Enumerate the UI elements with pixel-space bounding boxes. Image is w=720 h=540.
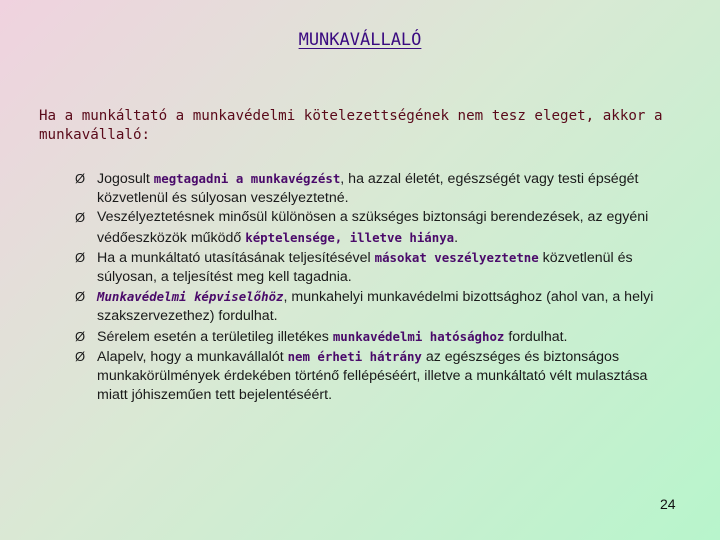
highlighted-phrase: munkavédelmi hatósághoz [332, 328, 505, 344]
intro-text: Ha a munkáltató a munkavédelmi kötelezettségének nem tesz eleget, akkor a munkavállaló: [39, 108, 663, 143]
page-number: 24 [660, 496, 676, 512]
highlighted-phrase: másokat veszélyeztetne [374, 249, 539, 265]
highlighted-phrase: nem érheti hátrány [287, 348, 422, 364]
highlighted-phrase: Munkavédelmi képviselőhöz [97, 289, 284, 305]
slide-title: MUNKAVÁLLALÓ [298, 30, 422, 50]
list-item: Ø Veszélyeztetésnek minősül különösen a szükséges biztonsági berendezések, az egyéni védőeszközök működő képtelensége, illetve hiánya. [75, 209, 649, 246]
list-item: Ø Ha a munkáltató utasításának teljesítésével másokat veszélyeztetne közvetlenül és súlyosan, a teljesítést meg kell tagadnia. [75, 249, 633, 286]
arrow-bullet-icon: Ø [75, 328, 86, 344]
arrow-bullet-icon: Ø [75, 210, 86, 226]
arrow-bullet-icon: Ø [75, 249, 86, 265]
highlighted-phrase: képtelensége, illetve hiánya [245, 229, 455, 245]
list-item: Ø Jogosult megtagadni a munkavégzést, ha azzal életét, egészségét vagy testi épségét közvetlenül és súlyosan veszélyeztetné. [75, 171, 639, 207]
arrow-bullet-icon: Ø [75, 348, 86, 364]
list-item: Ø Sérelem esetén a területileg illetékes munkavédelmi hatósághoz fordulhat. [75, 328, 568, 345]
bullet-list [75, 169, 675, 405]
list-item: Ø Alapelv, hogy a munkavállalót nem érheti hátrány az egészséges és biztonságos munkakörülmények érdekében történő fellépéséért, illetve a munkáltató vélt mulasztása miatt jóhiszeműen tett bejelentéséért. [75, 348, 648, 404]
highlighted-phrase: megtagadni a munkavégzést [153, 171, 341, 186]
list-item: Ø Munkavédelmi képviselőhöz, munkahelyi munkavédelmi bizottsághoz (ahol van, a helyi szakszervezethez) fordulhat. [75, 289, 654, 325]
arrow-bullet-icon: Ø [75, 171, 86, 186]
arrow-bullet-icon: Ø [75, 289, 86, 305]
